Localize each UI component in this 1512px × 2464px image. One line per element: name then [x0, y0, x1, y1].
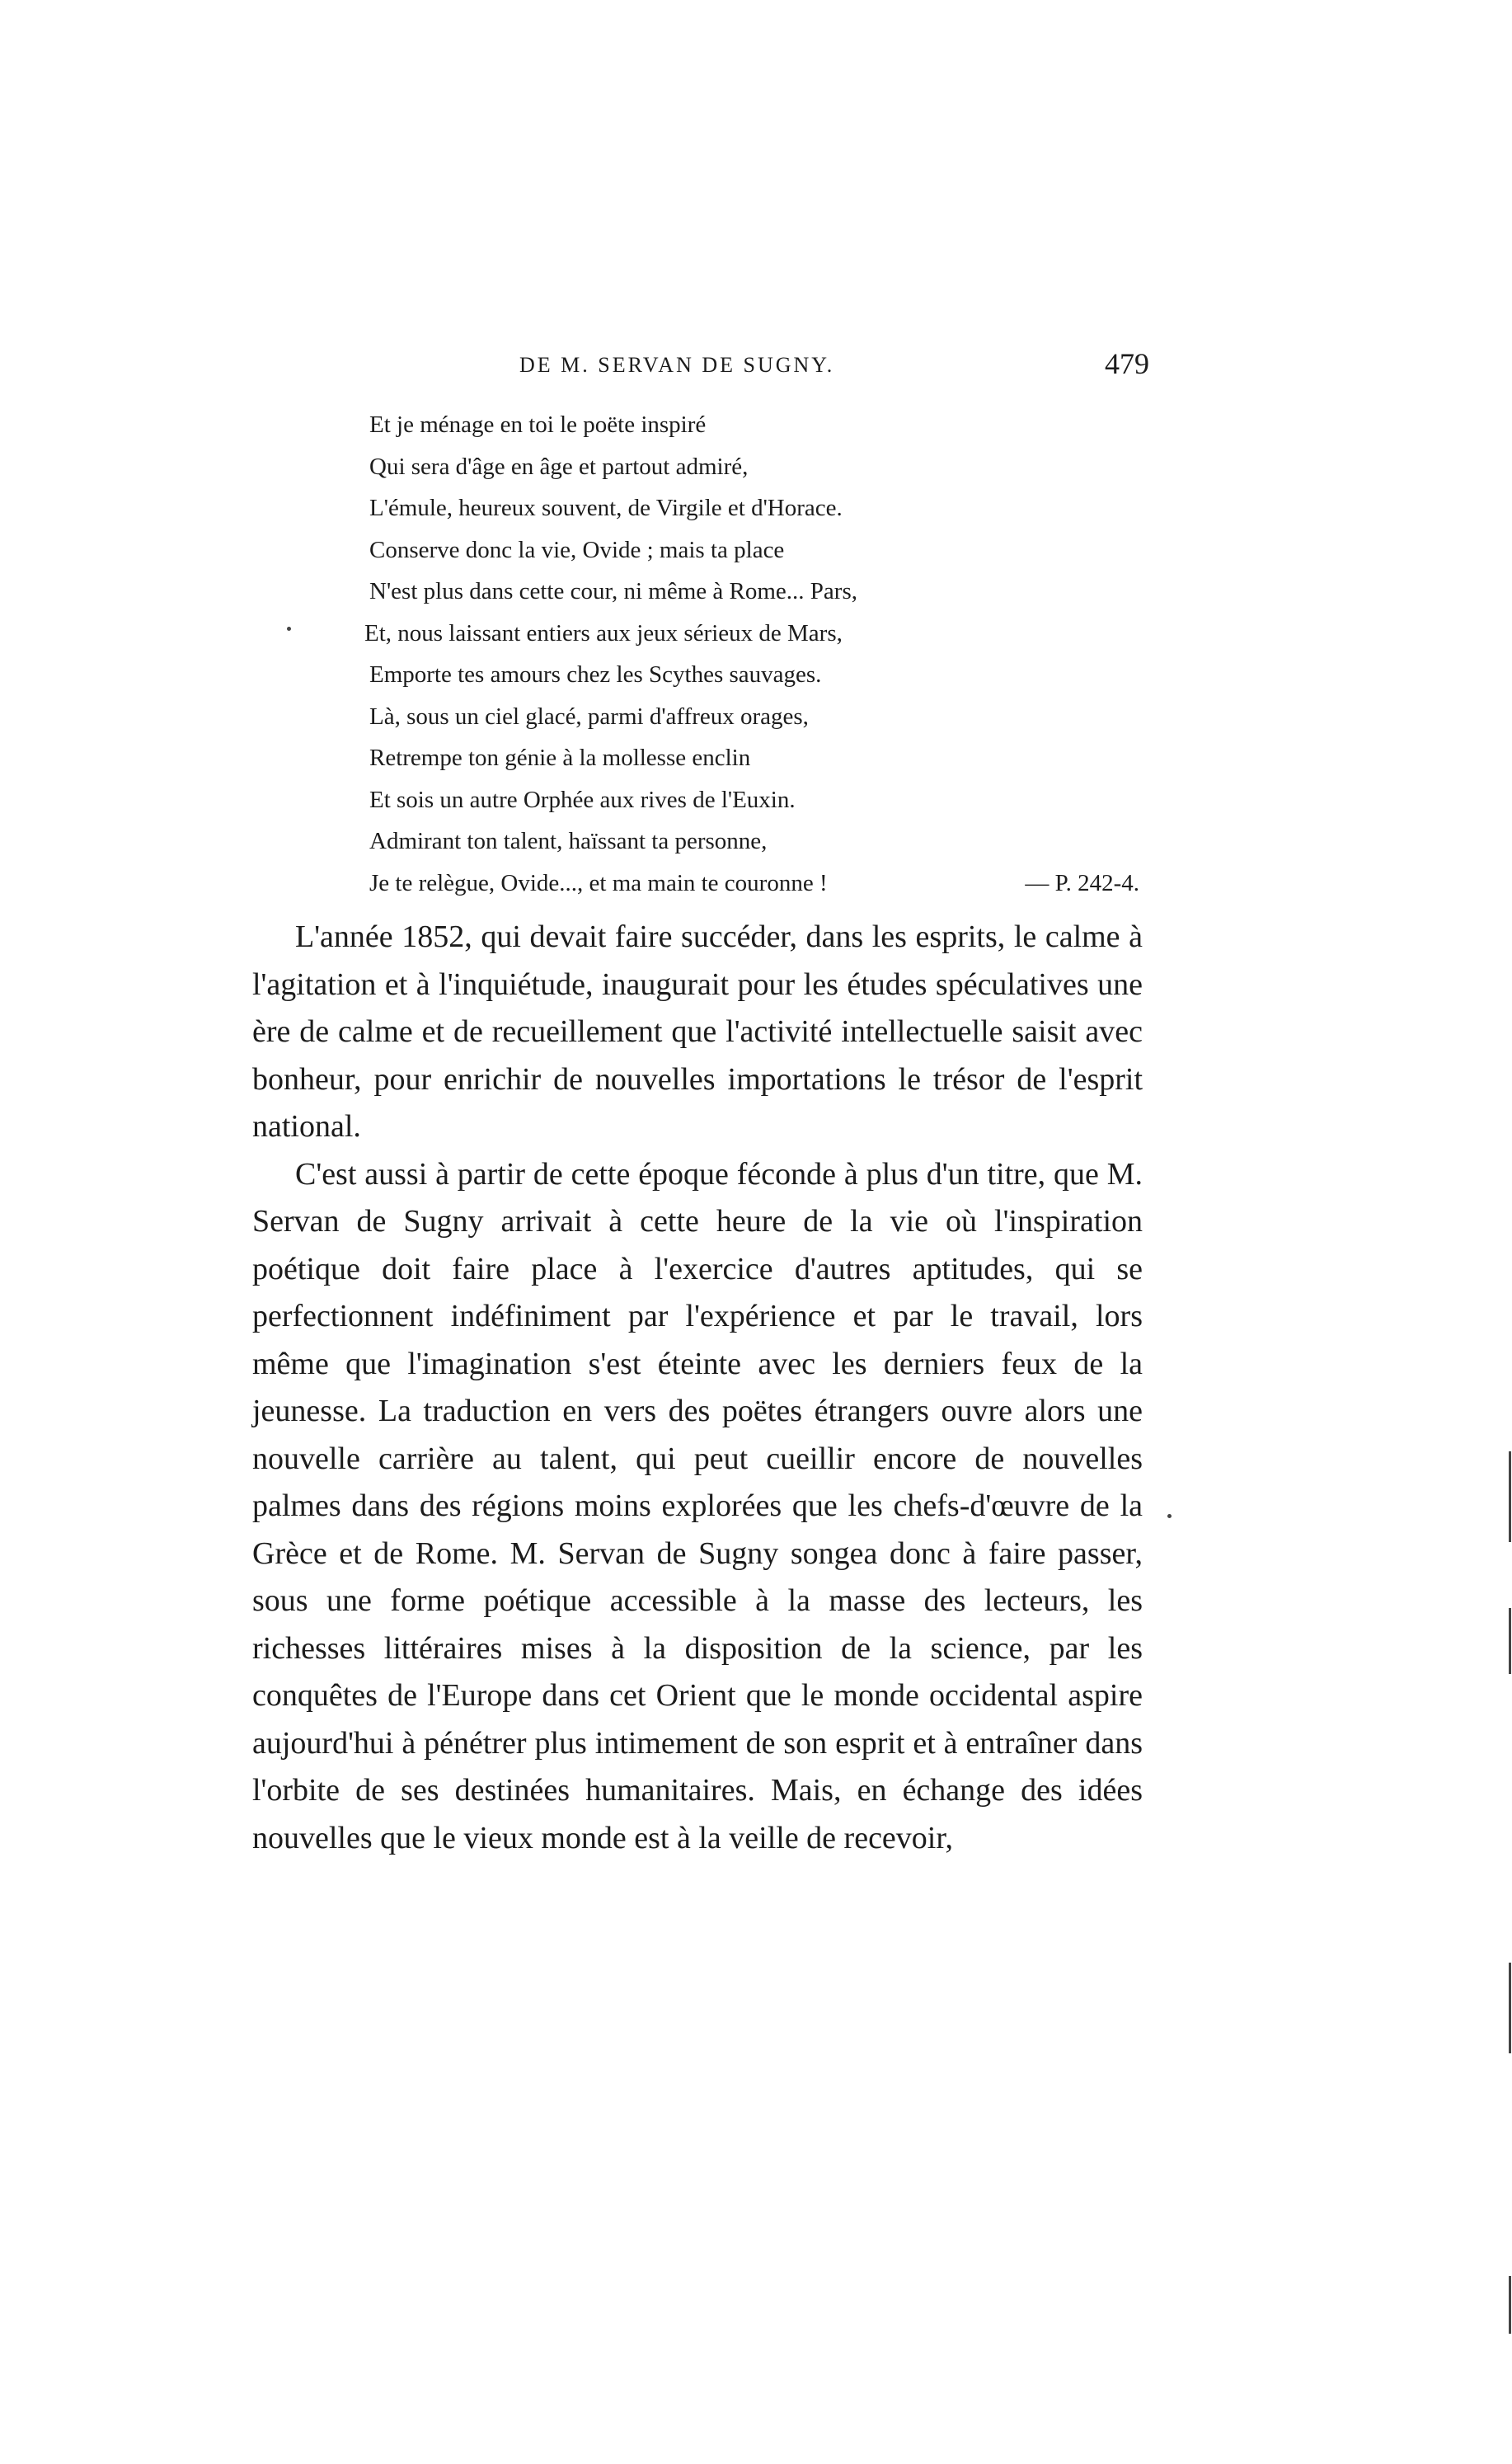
verse-line: Et je ménage en toi le poëte inspiré: [369, 411, 707, 438]
scan-speck: [1509, 1608, 1511, 1674]
verse-line: L'émule, heureux souvent, de Virgile et d'Horace.: [369, 495, 843, 521]
running-title: DE M. SERVAN DE SUGNY.: [519, 353, 835, 377]
paragraph: C'est aussi à partir de cette époque féconde à plus d'un titre, que M. Servan de Sugny arrivait à cette heure de la vie où l'inspiration poétique doit faire place à l'exercice d'autres aptitudes, qui se perfectionnent indéfiniment par l'expérience et par le travail, lors même que l'imagination s'est éteinte avec les derniers feux de la jeunesse. La traduction en vers des poëtes étrangers ouvre alors une nouvelle carrière au talent, qui peut cueillir encore de nouvelles palmes dans des régions moins explorées que les chefs-d'œuvre de la Grèce et de Rome. M. Servan de Sugny songea donc à faire passer, sous une forme poétique accessible à la masse des lecteurs, les richesses littéraires mises à la disposition de la science, par les conquêtes de l'Europe dans cet Orient que le monde occidental aspire aujourd'hui à pénétrer plus intimement de son esprit et à entraîner dans l'orbite de ses destinées humanitaires. Mais, en échange des idées nouvelles que le vieux monde est à la veille de recevoir,: [252, 1156, 1143, 1855]
page-number: 479: [1105, 347, 1149, 380]
verse-line: Et sois un autre Orphée aux rives de l'Euxin.: [369, 786, 796, 813]
scan-speck: [1509, 1451, 1511, 1542]
verse-line: Là, sous un ciel glacé, parmi d'affreux orages,: [369, 703, 809, 730]
scan-speck: [1509, 1963, 1511, 2053]
scan-speck: [287, 627, 291, 631]
verse-line: Retrempe ton génie à la mollesse enclin: [369, 745, 751, 771]
verse-line: Qui sera d'âge en âge et partout admiré,: [369, 453, 749, 480]
citation: — P. 242-4.: [1025, 869, 1139, 896]
verse-line: N'est plus dans cette cour, ni même à Rome... Pars,: [369, 578, 857, 604]
body-text: [252, 914, 1143, 1862]
verse-line: Conserve donc la vie, Ovide ; mais ta place: [369, 536, 785, 563]
verse-line-text: Je te relègue, Ovide..., et ma main te couronne !: [369, 869, 828, 896]
verse-quotation: [364, 404, 1161, 904]
verse-line: Admirant ton talent, haïssant ta personne,: [369, 828, 768, 854]
scan-speck: [1167, 1514, 1172, 1518]
paragraph: L'année 1852, qui devait faire succéder, dans les esprits, le calme à l'agitation et à l'inquiétude, inaugurait pour les études spéculatives une ère de calme et de recueillement que l'activité intellectuelle saisit avec bonheur, pour enrichir de nouvelles importations le trésor de l'esprit national.: [252, 919, 1143, 1144]
verse-line: Emporte tes amours chez les Scythes sauvages.: [369, 661, 822, 688]
verse-line: Et, nous laissant entiers aux jeux sérieux de Mars,: [364, 619, 843, 647]
scan-speck: [1509, 2276, 1511, 2334]
verse-line-last: [369, 863, 1161, 905]
